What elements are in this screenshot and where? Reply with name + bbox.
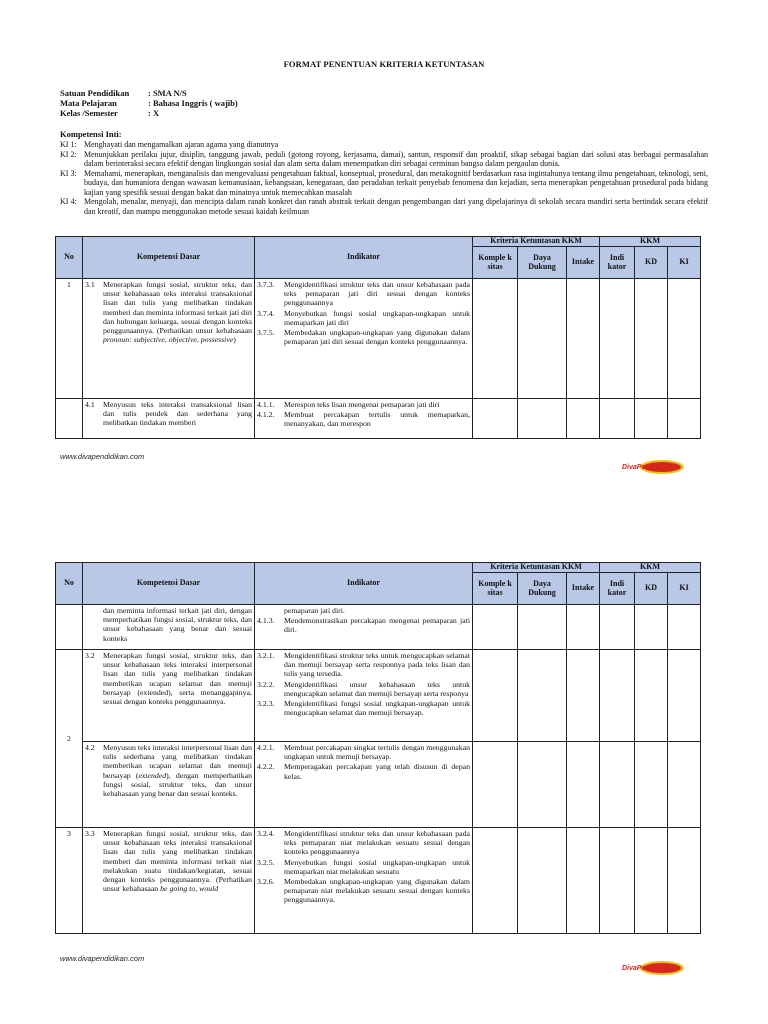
kd-kkm-cell <box>635 650 668 742</box>
kd-cell <box>83 605 255 650</box>
ki-list <box>60 140 708 216</box>
indikator-text: Membuat percakapan singkat tertulis dengan menggunakan ungkapan untuk memuji bersayap. <box>284 743 470 762</box>
indikator-kkm-cell <box>600 742 635 828</box>
info-key: Kelas /Semester <box>60 108 118 118</box>
ki-text: Memahami, menerapkan, menganalisis dan mengevaluasi pengetahuan faktual, konseptual, prosedural, dan metakognitif berdasarkan rasa ingintahunya tentang ilmu pengetahuan, teknologi, seni, budaya, dan humaniora dengan wawasan kemanusiaan, kebangsaan, kenegaraan, dan peradaban terkait penyebab fenomena dan kejadian, serta menerapkan pengetahuan prosedural pada bidang kajian yang spesifik sesuai dengan bakat dan minatnya untuk memecahkan masalah <box>84 168 708 197</box>
ki-text: Mengolah, menalar, menyaji, dan mencipta dalam ranah konkret dan ranah abstrak terkait dengan pengembangan dari yang dipelajarinya di sekolah secara mandiri serta bertindak secara efektif dan kreatif, dan mampu menggunakan metode sesuai kaidah keilmuan <box>84 197 708 216</box>
ki-text: Menunjukkan perilaku jujur, disiplin, tanggung jawab, peduli (gotong royong, kerjasama, damai), santun, responsif dan proaktif, sikap sebagai bagian dari solusi atas berbagai permasalahan dalam berinteraksi secara efektif dengan lingkungan sosial dan alam serta dalam menempatkan diri sebagai cerminan bangsa dalam pergaulan dunia. <box>84 149 708 168</box>
table-row <box>56 650 701 742</box>
header-indikator: Indikator <box>255 237 473 279</box>
indikator-text: Membedakan ungkapan-ungkapan yang digunakan dalam pemaparan niat melakukan sesuatu sesuai dengan konteks penggunaannya. <box>284 877 470 905</box>
kompleksitas-cell <box>473 742 518 828</box>
indikator-number: 3.7.3. <box>257 280 275 289</box>
indikator-number: 3.2.2. <box>257 679 275 689</box>
indikator-cell <box>255 605 473 650</box>
indikator-text: Mendemonstrasikan percakapan mengenai pemaparan jati diri. <box>284 616 470 635</box>
indikator-text: Mengidentifikasi fungsi sosial ungkapan-ungkapan untuk mengucapkan selamat dan memuji bersayap. <box>284 699 470 718</box>
header-daya-dukung: Daya Dukung <box>518 247 567 279</box>
ki-item <box>60 150 708 169</box>
document-info <box>60 88 238 118</box>
indikator-number: 4.1.3. <box>257 616 275 626</box>
kd-cell <box>83 828 255 934</box>
kd-text: dan meminta informasi terkait jati diri, dengan memperhatikan fungsi sosial, struktur teks, dan unsur kebahasaan yang benar dan sesuai konteks <box>103 606 252 643</box>
kompleksitas-cell <box>473 828 518 934</box>
logo-text: DivaPendidikan <box>622 965 675 972</box>
row-number: 3 <box>56 828 83 934</box>
ki-kkm-cell <box>668 605 701 650</box>
indikator-number <box>257 606 284 615</box>
kompleksitas-cell <box>473 605 518 650</box>
indikator-kkm-cell <box>600 828 635 934</box>
row-number <box>56 605 83 650</box>
ki-kkm-cell <box>668 399 701 439</box>
kd-text: Menerapkan fungsi sosial, struktur teks, dan unsur kebahasaan teks interaksi interpersonal lisan dan tulis yang melibatkan tindakan memberikan ucapan selamat dan memuji bersayap (extended), serta menanggapinya, sesuai dengan konteks penggunaannya. <box>103 651 252 707</box>
ki-code: KI 1: <box>60 140 77 149</box>
ki-kkm-cell <box>668 279 701 399</box>
table-row <box>56 828 701 934</box>
divapendidikan-logo <box>620 457 690 477</box>
ki-heading: Kompetensi Inti: <box>60 129 122 139</box>
kd-text: Menerapkan fungsi sosial, struktur teks, dan unsur kebahasaan teks interaksi transaksional lisan dan tulis yang melibatkan tindakan memberi dan meminta informasi terkait jati diri dan hubungan keluarga, sesuai dengan konteks penggunaannya. (Perhatikan unsur kebahasaan <box>103 280 252 336</box>
kd-kkm-cell <box>635 828 668 934</box>
daya-dukung-cell <box>518 399 567 439</box>
ki-text: Menghayati dan mengamalkan ajaran agama yang dianutnya <box>84 140 279 149</box>
header-ki-kkm: KI <box>668 573 701 605</box>
indikator-text: Memperagakan percakapan yang telah disusun di depan kelas. <box>284 762 470 781</box>
indikator-text: Menyebutkan fungsi sosial ungkapan-ungkapan untuk memaparkan niat melakukan sesuatu <box>284 857 470 876</box>
indikator-kkm-cell <box>600 279 635 399</box>
indikator-number: 3.2.4. <box>257 829 275 838</box>
kkm-table-page-1 <box>55 236 701 439</box>
table-row <box>56 742 701 828</box>
kd-number: 4.2 <box>85 743 95 752</box>
indikator-cell <box>255 742 473 828</box>
indikator-kkm-cell <box>600 399 635 439</box>
ki-item <box>60 140 708 150</box>
ki-item <box>60 197 708 216</box>
intake-cell <box>567 605 600 650</box>
row-number: 2 <box>56 650 83 828</box>
ki-kkm-cell <box>668 828 701 934</box>
kd-kkm-cell <box>635 279 668 399</box>
indikator-text: Membedakan ungkapan-ungkapan yang digunakan dalam pemaparan jati diri sesuai dengan konteks penggunaannya. <box>284 328 470 347</box>
indikator-number: 3.2.5. <box>257 857 275 867</box>
kd-cell <box>83 742 255 828</box>
daya-dukung-cell <box>518 605 567 650</box>
footer-url: www.divapendidikan.com <box>60 452 145 461</box>
header-indikator-kkm: Indi kator <box>600 573 635 605</box>
header-kriteria: Kriteria Ketuntasan KKM <box>473 563 600 573</box>
kompleksitas-cell <box>473 279 518 399</box>
indikator-text: Mengidentifikasi struktur teks untuk mengucapkan selamat dan memuji bersayap serta responnya pada teks lisan dan tulis yang tersedia. <box>284 651 470 679</box>
info-value: : Bahasa Inggris ( wajib) <box>148 98 238 108</box>
header-ki-kkm: KI <box>668 247 701 279</box>
header-kompleksitas: Komple k sitas <box>473 573 518 605</box>
table-row <box>56 279 701 399</box>
intake-cell <box>567 399 600 439</box>
indikator-number: 3.7.4. <box>257 308 275 318</box>
indikator-kkm-cell <box>600 650 635 742</box>
indikator-cell <box>255 650 473 742</box>
indikator-number: 3.2.1. <box>257 651 275 660</box>
row-number <box>56 399 83 439</box>
table-row <box>56 605 701 650</box>
indikator-number: 3.7.5. <box>257 328 275 338</box>
indikator-text: pemaparan jati diri. <box>284 606 345 615</box>
header-no: No <box>56 563 83 605</box>
kd-number: 3.1 <box>85 280 95 289</box>
header-kkm: KKM <box>600 237 701 247</box>
intake-cell <box>567 828 600 934</box>
indikator-text: Menyebutkan fungsi sosial ungkapan-ungkapan untuk memaparkan jati diri <box>284 308 470 327</box>
kd-text: Menyusun teks interaksi transaksional lisan dan tulis pendek dan sederhana yang melibatkan tindakan memberi <box>103 400 252 428</box>
kd-text-tail: ), dengan memperhatikan fungsi sosial, struktur teks, dan unsur kebahasaan yang benar dan sesuai konteks. <box>103 770 252 799</box>
indikator-cell <box>255 828 473 934</box>
header-daya-dukung: Daya Dukung <box>518 573 567 605</box>
logo-text: DivaPendidikan <box>622 464 675 471</box>
kd-text: Menyusun teks interaksi interpersonal lisan dan tulis sederhana yang melibatkan tindakan memberikan ucapan selamat dan memuji bersayap ( <box>103 743 252 780</box>
header-indikator: Indikator <box>255 563 473 605</box>
indikator-number: 4.2.2. <box>257 762 275 772</box>
daya-dukung-cell <box>518 742 567 828</box>
indikator-number: 3.2.6. <box>257 877 275 887</box>
ki-code: KI 4: <box>60 197 77 206</box>
header-no: No <box>56 237 83 279</box>
header-kompetensi-dasar: Kompetensi Dasar <box>83 237 255 279</box>
intake-cell <box>567 279 600 399</box>
info-value: : X <box>148 108 160 118</box>
info-key: Mata Pelajaran <box>60 98 117 108</box>
indikator-number: 3.2.3. <box>257 699 275 709</box>
daya-dukung-cell <box>518 828 567 934</box>
header-kd-kkm: KD <box>635 247 668 279</box>
kd-text-italic: pronoun: subjective, objective, possessive <box>103 335 234 345</box>
kd-cell <box>83 399 255 439</box>
row-number: 1 <box>56 279 83 399</box>
kd-kkm-cell <box>635 742 668 828</box>
daya-dukung-cell <box>518 650 567 742</box>
indikator-kkm-cell <box>600 605 635 650</box>
table-row <box>56 399 701 439</box>
kd-cell <box>83 279 255 399</box>
info-value: : SMA N/S <box>148 88 187 98</box>
kd-number: 3.3 <box>85 829 95 838</box>
ki-code: KI 2: <box>60 149 77 159</box>
header-kkm: KKM <box>600 563 701 573</box>
indikator-cell <box>255 279 473 399</box>
indikator-cell <box>255 399 473 439</box>
indikator-text: Merespon teks lisan mengenai pemaparan jati diri <box>284 400 440 409</box>
header-kompleksitas: Komple k sitas <box>473 247 518 279</box>
header-indikator-kkm: Indi kator <box>600 247 635 279</box>
kd-number: 3.2 <box>85 651 95 660</box>
header-intake: Intake <box>567 247 600 279</box>
kd-kkm-cell <box>635 399 668 439</box>
ki-code: KI 3: <box>60 168 77 178</box>
document-title: FORMAT PENENTUAN KRITERIA KETUNTASAN <box>283 59 485 69</box>
kd-text-italic: extended <box>138 770 167 780</box>
indikator-text: Mengidentifikasi struktur teks dan unsur kebahasaan pada teks pemaparan niat melakukan sesuatu sesuai dengan konteks penggunaannya <box>284 829 470 857</box>
header-kd-kkm: KD <box>635 573 668 605</box>
kd-cell <box>83 650 255 742</box>
header-kriteria: Kriteria Ketuntasan KKM <box>473 237 600 247</box>
intake-cell <box>567 650 600 742</box>
indikator-number: 4.2.1. <box>257 743 275 752</box>
kompleksitas-cell <box>473 399 518 439</box>
indikator-text: Mengidentifikasi struktur teks dan unsur kebahasaan pada teks pemaparan jati diri sesuai dengan konteks penggunaannya <box>284 280 470 308</box>
kd-text: Menerapkan fungsi sosial, struktur teks, dan unsur kebahasaan teks interaksi transaksional lisan dan tulis yang melibatkan tindakan memberi dan meminta informasi terkait niat melakukan suatu tindakan/kegiatan, sesuai dengan konteks penggunaannya. (Perhatikan unsur kebahasaan <box>103 829 252 894</box>
ki-item <box>60 169 708 198</box>
daya-dukung-cell <box>518 279 567 399</box>
kd-text-italic: be going to, would <box>160 884 219 894</box>
ki-kkm-cell <box>668 742 701 828</box>
kompleksitas-cell <box>473 650 518 742</box>
info-key: Satuan Pendidikan <box>60 88 130 98</box>
indikator-number: 4.1.2. <box>257 410 275 420</box>
indikator-number: 4.1.1. <box>257 400 275 409</box>
header-intake: Intake <box>567 573 600 605</box>
intake-cell <box>567 742 600 828</box>
kd-number: 4.1 <box>85 400 95 409</box>
kkm-table-page-2 <box>55 562 701 934</box>
kd-text-tail: ) <box>233 335 236 345</box>
indikator-text: Membuat percakapan tertulis untuk memaparkan, menanyakan, dan merespon <box>284 410 470 429</box>
footer-url: www.divapendidikan.com <box>60 954 145 963</box>
ki-kkm-cell <box>668 650 701 742</box>
header-kompetensi-dasar: Kompetensi Dasar <box>83 563 255 605</box>
indikator-text: Mengidentifikasi unsur kebahasaan teks untuk mengucapkan selamat dan memuji bersayap serta responya <box>284 679 470 698</box>
divapendidikan-logo <box>620 958 690 978</box>
kd-kkm-cell <box>635 605 668 650</box>
